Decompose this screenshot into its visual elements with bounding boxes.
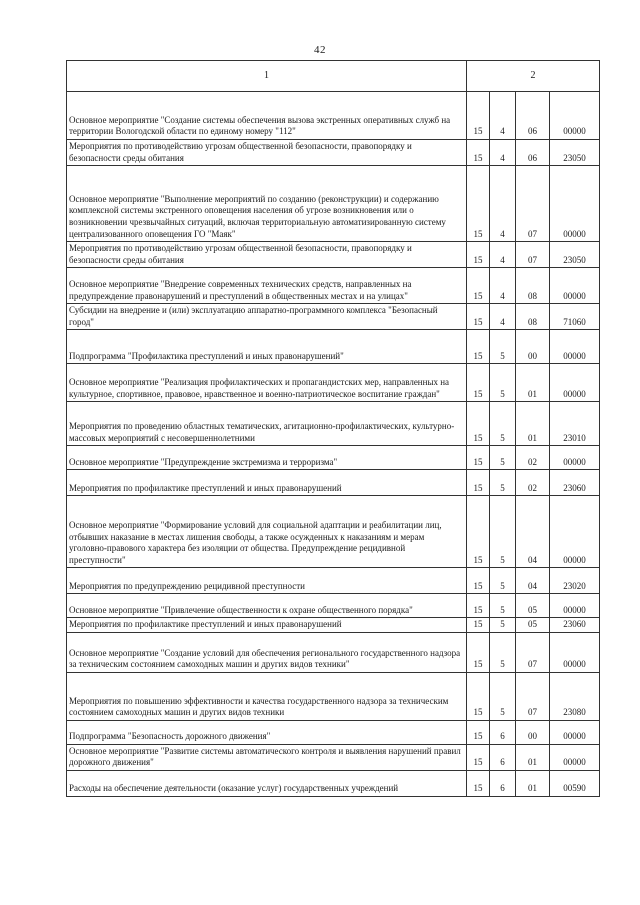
code-activity: 06 [516,92,550,140]
code-direction: 71060 [550,304,600,330]
row-description: Мероприятия по противодействию угрозам общественной безопасности, правопорядку и безопасности среды обитания [67,242,467,268]
row-description: Основное мероприятие "Создание системы обеспечения вызова экстренных оперативных служб на территории Вологодской области по единому номеру "112" [67,92,467,140]
code-direction: 23060 [550,470,600,496]
row-description: Основное мероприятие "Развитие системы автоматического контроля и выявления нарушений правил дорожного движения" [67,744,467,770]
code-direction: 00590 [550,770,600,796]
table-row [67,92,600,140]
code-direction: 23020 [550,568,600,594]
code-activity: 01 [516,402,550,446]
table-row [67,166,600,242]
code-direction: 00000 [550,268,600,304]
row-description: Подпрограмма "Профилактика преступлений и иных правонарушений" [67,330,467,364]
code-direction: 00000 [550,92,600,140]
row-description: Основное мероприятие "Создание условий для обеспечения регионального государственного надзора за техническим состоянием самоходных машин и других видов техники" [67,632,467,672]
code-activity: 04 [516,568,550,594]
code-subprogram: 5 [490,446,516,470]
row-description: Основное мероприятие "Выполнение мероприятий по созданию (реконструкции) и содержанию комплексной системы экстренного оповещения населения об угрозе возникновения или о возникновении чрезвычайных ситуаций, включая территориальную автоматизированную систему централизованного оповещения ГО "Маяк" [67,166,467,242]
code-activity: 01 [516,770,550,796]
code-program: 15 [467,470,490,496]
code-subprogram: 4 [490,242,516,268]
code-subprogram: 5 [490,364,516,402]
code-direction: 00000 [550,744,600,770]
code-direction: 00000 [550,594,600,618]
table-row [67,770,600,796]
table-header-row [67,61,600,92]
code-program: 15 [467,268,490,304]
code-program: 15 [467,166,490,242]
code-direction: 23080 [550,672,600,720]
table-row [67,496,600,568]
code-activity: 05 [516,594,550,618]
table-row [67,672,600,720]
code-activity: 00 [516,330,550,364]
code-program: 15 [467,402,490,446]
code-direction: 00000 [550,446,600,470]
code-subprogram: 4 [490,268,516,304]
code-subprogram: 6 [490,770,516,796]
code-activity: 07 [516,672,550,720]
table-row [67,242,600,268]
code-program: 15 [467,496,490,568]
table-row [67,402,600,446]
row-description: Мероприятия по повышению эффективности и качества государственного надзора за техническим состоянием самоходных машин и других видов техники [67,672,467,720]
row-description: Основное мероприятие "Внедрение современных технических средств, направленных на предупреждение правонарушений и преступлений в общественных местах и на улицах" [67,268,467,304]
code-activity: 00 [516,720,550,744]
code-direction: 23060 [550,618,600,633]
code-program: 15 [467,364,490,402]
table-row [67,720,600,744]
code-subprogram: 4 [490,166,516,242]
code-program: 15 [467,140,490,166]
code-direction: 00000 [550,166,600,242]
code-activity: 02 [516,470,550,496]
code-program: 15 [467,568,490,594]
row-description: Мероприятия по профилактике преступлений и иных правонарушений [67,470,467,496]
code-program: 15 [467,744,490,770]
budget-table [66,60,600,797]
table-row [67,618,600,633]
code-subprogram: 5 [490,672,516,720]
table-row [67,140,600,166]
code-direction: 00000 [550,364,600,402]
row-description: Основное мероприятие "Формирование условий для социальной адаптации и реабилитации лиц, отбывших наказание в местах лишения свободы, а также осужденных к наказаниям и мерам уголовно-правового характера без изоляции от общества. Предупреждение рецидивной преступности" [67,496,467,568]
code-program: 15 [467,242,490,268]
row-description: Основное мероприятие "Привлечение общественности к охране общественного порядка" [67,594,467,618]
row-description: Субсидии на внедрение и (или) эксплуатацию аппаратно-программного комплекса "Безопасный город" [67,304,467,330]
code-activity: 07 [516,242,550,268]
table-row [67,268,600,304]
code-activity: 06 [516,140,550,166]
code-activity: 01 [516,744,550,770]
code-activity: 02 [516,446,550,470]
code-direction: 00000 [550,632,600,672]
table-row [67,364,600,402]
table-row [67,470,600,496]
code-direction: 00000 [550,330,600,364]
code-program: 15 [467,720,490,744]
code-subprogram: 6 [490,720,516,744]
code-subprogram: 5 [490,470,516,496]
table-row [67,446,600,470]
row-description: Мероприятия по профилактике преступлений и иных правонарушений [67,618,467,633]
code-subprogram: 4 [490,140,516,166]
code-subprogram: 5 [490,330,516,364]
header-col-1: 1 [67,61,467,92]
code-subprogram: 5 [490,402,516,446]
table-row [67,568,600,594]
table-row [67,594,600,618]
code-program: 15 [467,672,490,720]
code-subprogram: 5 [490,496,516,568]
code-activity: 01 [516,364,550,402]
code-subprogram: 4 [490,304,516,330]
row-description: Основное мероприятие "Реализация профилактических и пропагандистских мер, направленных на культурное, спортивное, правовое, нравственное и военно-патриотическое воспитание граждан" [67,364,467,402]
code-direction: 00000 [550,496,600,568]
code-subprogram: 5 [490,632,516,672]
row-description: Подпрограмма "Безопасность дорожного движения" [67,720,467,744]
code-subprogram: 5 [490,618,516,633]
code-activity: 07 [516,632,550,672]
code-direction: 23050 [550,140,600,166]
code-program: 15 [467,594,490,618]
table-row [67,304,600,330]
code-program: 15 [467,632,490,672]
page-number: 42 [314,44,326,56]
code-program: 15 [467,304,490,330]
table-row [67,744,600,770]
code-activity: 08 [516,268,550,304]
code-direction: 00000 [550,720,600,744]
code-subprogram: 5 [490,594,516,618]
code-subprogram: 5 [490,568,516,594]
code-activity: 04 [516,496,550,568]
code-direction: 23010 [550,402,600,446]
row-description: Мероприятия по предупреждению рецидивной преступности [67,568,467,594]
row-description: Основное мероприятие "Предупреждение экстремизма и терроризма" [67,446,467,470]
code-program: 15 [467,770,490,796]
code-program: 15 [467,618,490,633]
code-subprogram: 6 [490,744,516,770]
code-program: 15 [467,330,490,364]
code-program: 15 [467,446,490,470]
code-activity: 05 [516,618,550,633]
table-row [67,330,600,364]
code-direction: 23050 [550,242,600,268]
table-row [67,632,600,672]
code-subprogram: 4 [490,92,516,140]
code-activity: 07 [516,166,550,242]
header-col-2: 2 [467,61,600,92]
row-description: Мероприятия по проведению областных тематических, агитационно-профилактических, культурно-массовых мероприятий с несовершеннолетними [67,402,467,446]
row-description: Мероприятия по противодействию угрозам общественной безопасности, правопорядку и безопасности среды обитания [67,140,467,166]
code-activity: 08 [516,304,550,330]
code-program: 15 [467,92,490,140]
row-description: Расходы на обеспечение деятельности (оказание услуг) государственных учреждений [67,770,467,796]
